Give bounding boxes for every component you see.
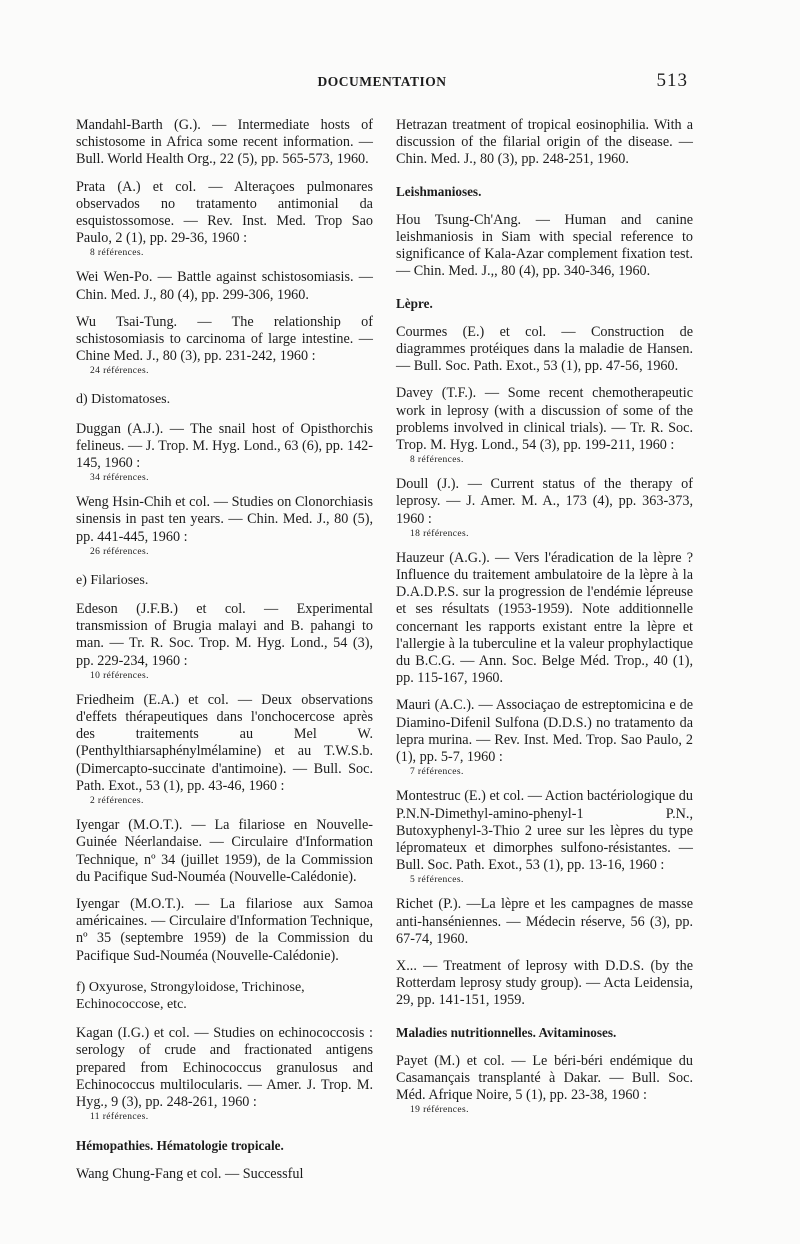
reference-count: 24 références. — [90, 366, 149, 377]
bibliography-entry — [396, 476, 693, 540]
bibliography-entry — [396, 788, 693, 886]
entry-text: Courmes (E.) et col. — Construction de diagrammes protéiques dans la maladie de Hansen. — Bull. Soc. Path. Exot., 53 (1), pp. 47-56, 1960. — [396, 323, 693, 375]
reference-count: 5 références. — [410, 875, 464, 886]
right-column — [396, 117, 693, 1126]
bibliography-entry — [76, 269, 373, 303]
entry-text: Richet (P.). —La lèpre et les campagnes de masse anti-hanséniennes. — Médecin réserve, 56 (3), pp. 67-74, 1960. — [396, 896, 693, 947]
bibliography-entry — [76, 1166, 373, 1183]
section-subheading: Hémopathies. Hématologie tropicale. — [76, 1138, 284, 1154]
entry-text: Edeson (J.F.B.) et col. — Experimental transmission of Brugia malayi and B. pahangi to man. — Tr. R. Soc. Trop. M. Hyg. Lond., 54 (3), pp. 229-234, 1960 : — [76, 601, 373, 669]
reference-count: 10 références. — [90, 670, 149, 681]
bibliography-entry — [76, 179, 373, 260]
reference-count: 8 références. — [90, 248, 144, 259]
section-subheading: Lèpre. — [396, 295, 433, 311]
bibliography-entry — [396, 385, 693, 466]
section-subheading: Maladies nutritionnelles. Avitaminoses. — [396, 1024, 617, 1040]
bibliography-entry — [76, 896, 373, 965]
entry-text: Wei Wen-Po. — Battle against schistosomiasis. — Chin. Med. J., 80 (4), pp. 299-306, 1960. — [76, 269, 373, 303]
entry-text: Weng Hsin-Chih et col. — Studies on Clonorchiasis sinensis in past ten years. — Chin. Med. J., 80 (5), pp. 441-445, 1960 : — [76, 494, 373, 545]
page-number: 513 — [656, 70, 688, 91]
entry-text: Hauzeur (A.G.). — Vers l'éradication de la lèpre ? Influence du traitement ambulatoire de la lèpre à la D.A.D.P.S. sur la progression de l'endémie lépreuse et ses résultats (1953-1959). Note additionnelle concernant les rapports existant entre la lèpre et l'allergie à la tuberculine et la valeur prophylactique du B.C.G. — Ann. Soc. Belge Méd. Trop., 40 (1), pp. 115-167, 1960. — [396, 549, 693, 687]
reference-count: 18 références. — [410, 528, 469, 539]
reference-count: 19 références. — [410, 1105, 469, 1116]
bibliography-entry — [396, 550, 693, 688]
bibliography-entry — [396, 896, 693, 948]
section-heading: f) Oxyurose, Strongyloidose, Trichinose, Echinococcose, etc. — [76, 979, 305, 1012]
entry-text: Wang Chung-Fang et col. — Successful — [76, 1166, 304, 1183]
entry-text: Mandahl-Barth (G.). — Intermediate hosts of schistosome in Africa some recent information. — Bull. World Health Org., 22 (5), pp. 565-573, 1960. — [76, 117, 373, 168]
bibliography-entry — [76, 117, 373, 169]
entry-text: Kagan (I.G.) et col. — Studies on echinococcosis : serology of crude and fractionated antigens prepared from Echinococcus granulosus and Echinococcus multilocularis. — Amer. J. Trop. M. Hyg., 9 (3), pp. 248-261, 1960 : — [76, 1025, 373, 1110]
bibliography-entry — [76, 494, 373, 558]
reference-count: 8 références. — [410, 455, 464, 466]
reference-count: 26 références. — [90, 546, 149, 557]
bibliography-entry — [76, 314, 373, 378]
entry-text: Iyengar (M.O.T.). — La filariose en Nouvelle-Guinée Néerlandaise. — Circulaire d'Information Technique, nº 34 (juillet 1959), de la Commission du Pacifique Sud-Nouméa (Nouvelle-Calédonie). — [76, 817, 373, 885]
page-header — [76, 70, 688, 98]
bibliography-entry — [396, 1053, 693, 1117]
reference-count: 2 références. — [90, 796, 144, 807]
entry-text: Prata (A.) et col. — Alteraçoes pulmonares observados no tratamento antimonial da esquistossomose. — Rev. Inst. Med. Trop Sao Paulo, 2 (1), pp. 29-36, 1960 : — [76, 178, 373, 247]
section-subheading: Leishmanioses. — [396, 183, 482, 199]
bibliography-entry — [396, 958, 693, 1010]
reference-count: 34 références. — [90, 473, 149, 484]
bibliography-entry — [396, 324, 693, 376]
running-title: DOCUMENTATION — [317, 74, 447, 89]
entry-text: Hetrazan treatment of tropical eosinophilia. With a discussion of the filarial origin of the disease. — Chin. Med. J., 80 (3), pp. 248-251, 1960. — [396, 117, 693, 168]
entry-text: Davey (T.F.). — Some recent chemotherapeutic work in leprosy (with a discussion of some of the problems involved in clinical trials). — Tr. R. Soc. Trop. M. Hyg. Lond., 54 (3), pp. 199-211, 1960 : — [396, 385, 693, 454]
bibliography-entry — [76, 692, 373, 807]
reference-count: 11 références. — [90, 1112, 149, 1123]
section-heading: d) Distomatoses. — [76, 392, 171, 408]
entry-text: Montestruc (E.) et col. — Action bactériologique du P.N.N-Dimethyl-amino-phenyl-1 P.N., Butoxyphenyl-3-Thio 2 uree sur les lèpres du type lépromateux et dimorphes sulfono-résistantes. — Bull. Soc. Path. Exot., 53 (1), pp. 13-16, 1960 : — [396, 788, 693, 874]
entry-text: Doull (J.). — Current status of the therapy of leprosy. — J. Amer. M. A., 173 (4), pp. 363-373, 1960 : — [396, 476, 693, 527]
entry-text: Wu Tsai-Tung. — The relationship of schistosomiasis to carcinoma of large intestine. — Chine Med. J., 80 (3), pp. 231-242, 1960 : — [76, 313, 373, 365]
reference-count: 7 références. — [410, 767, 464, 778]
entry-text: Duggan (A.J.). — The snail host of Opisthorchis felineus. — J. Trop. M. Hyg. Lond., 63 (6), pp. 142-145, 1960 : — [76, 420, 373, 472]
bibliography-entry — [396, 212, 693, 281]
bibliography-entry — [76, 601, 373, 682]
entry-text: Payet (M.) et col. — Le béri-béri endémique du Casamançais transplanté à Dakar. — Bull. Soc. Méd. Afrique Noire, 5 (1), pp. 23-38, 1960 : — [396, 1052, 693, 1104]
bibliography-entry — [76, 421, 373, 485]
left-column — [76, 117, 373, 1194]
entry-text: Friedheim (E.A.) et col. — Deux observations d'effets thérapeutiques dans l'onchocercose après des traitements au Mel W. (Penthylthiarsaphénylmélamine) et au T.W.S.b. (Dimercapto-succinate d'antimoine). — Bull. Soc. Path. Exot., 53 (1), pp. 43-46, 1960 : — [76, 691, 373, 794]
entry-text: Mauri (A.C.). — Associaçao de estreptomicina e de Diamino-Difenil Sulfona (D.D.S.) no tratamento da lepra murina. — Rev. Inst. Med. Trop. Sao Paulo, 2 (1), pp. 5-7, 1960 : — [396, 697, 693, 766]
bibliography-entry — [396, 117, 693, 169]
entry-text: X... — Treatment of leprosy with D.D.S. (by the Rotterdam leprosy study group). — Acta Leidensia, 29, pp. 141-151, 1959. — [396, 957, 693, 1009]
entry-text: Iyengar (M.O.T.). — La filariose aux Samoa américaines. — Circulaire d'Information Technique, nº 35 (septembre 1959) de la Commission du Pacifique Sud-Nouméa (Nouvelle-Calédonie). — [76, 895, 373, 964]
entry-text: Hou Tsung-Ch'Ang. — Human and canine leishmaniosis in Siam with special reference to significance of Kala-Azar complement fixation test. — Chin. Med. J.,, 80 (4), pp. 340-346, 1960. — [396, 211, 693, 280]
bibliography-entry — [76, 817, 373, 886]
section-heading: e) Filarioses. — [76, 572, 149, 588]
bibliography-entry — [396, 697, 693, 778]
bibliography-entry — [76, 1025, 373, 1123]
